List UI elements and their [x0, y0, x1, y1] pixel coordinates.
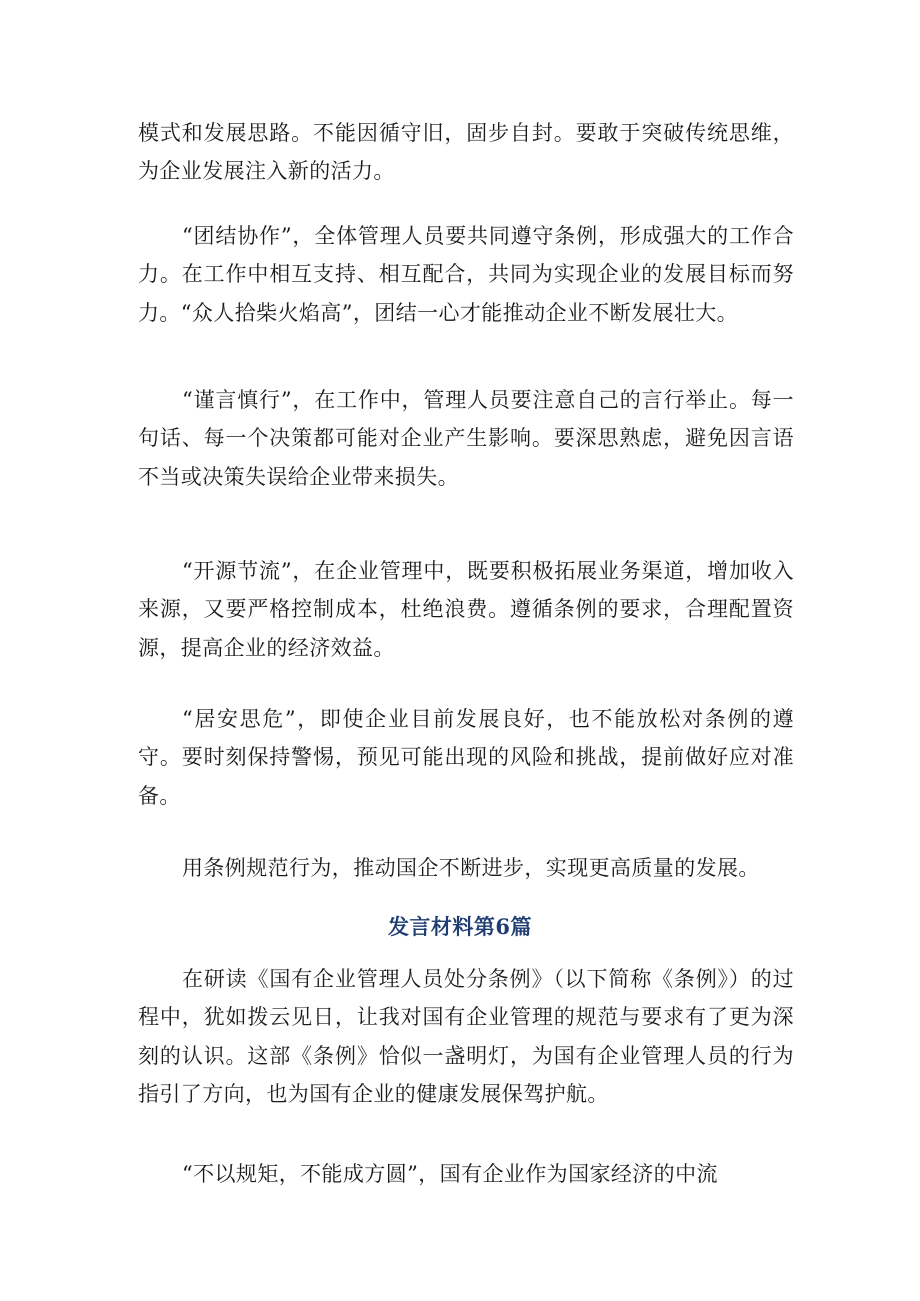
paragraph-revenue-saving: “开源节流”，在企业管理中，既要积极拓展业务渠道，增加收入来源，又要严格控制成本，杜绝浪费。遵循条例的要求，合理配置资源，提高企业的经济效益。	[138, 559, 794, 660]
paragraph-vigilance: “居安思危”，即使企业目前发展良好，也不能放松对条例的遵守。要时刻保持警惕，预见可能出现的风险和挑战，提前做好应对准备。	[138, 707, 794, 808]
paragraph-rules-quote: “不以规矩，不能成方圆”，国有企业作为国家经济的中流	[182, 1162, 718, 1186]
section-heading: 发言材料第6篇	[387, 914, 533, 939]
paragraph-regulation-intro: 在研读《国有企业管理人员处分条例》（以下简称《条例》）的过程中，犹如拨云见日，让我对国有企业管理的规范与要求有了更为深刻的认识。这部《条例》恰似一盏明灯，为国有企业管理人员的行为指引了方向，也为国有企业的健康发展保驾护航。	[138, 967, 794, 1107]
paragraph-closing: 用条例规范行为，推动国企不断进步，实现更高质量的发展。	[182, 856, 760, 880]
paragraph-continuation: 模式和发展思路。不能因循守旧，固步自封。要敢于突破传统思维，为企业发展注入新的活力。	[138, 121, 794, 184]
paragraph-prudence: “谨言慎行”，在工作中，管理人员要注意自己的言行举止。每一句话、每一个决策都可能对企业产生影响。要深思熟虑，避免因言语不当或决策失误给企业带来损失。	[138, 388, 794, 489]
paragraph-teamwork: “团结协作”，全体管理人员要共同遵守条例，形成强大的工作合力。在工作中相互支持、相互配合，共同为实现企业的发展目标而努力。“众人拾柴火焰高”，团结一心才能推动企业不断发展壮大。	[138, 224, 794, 325]
